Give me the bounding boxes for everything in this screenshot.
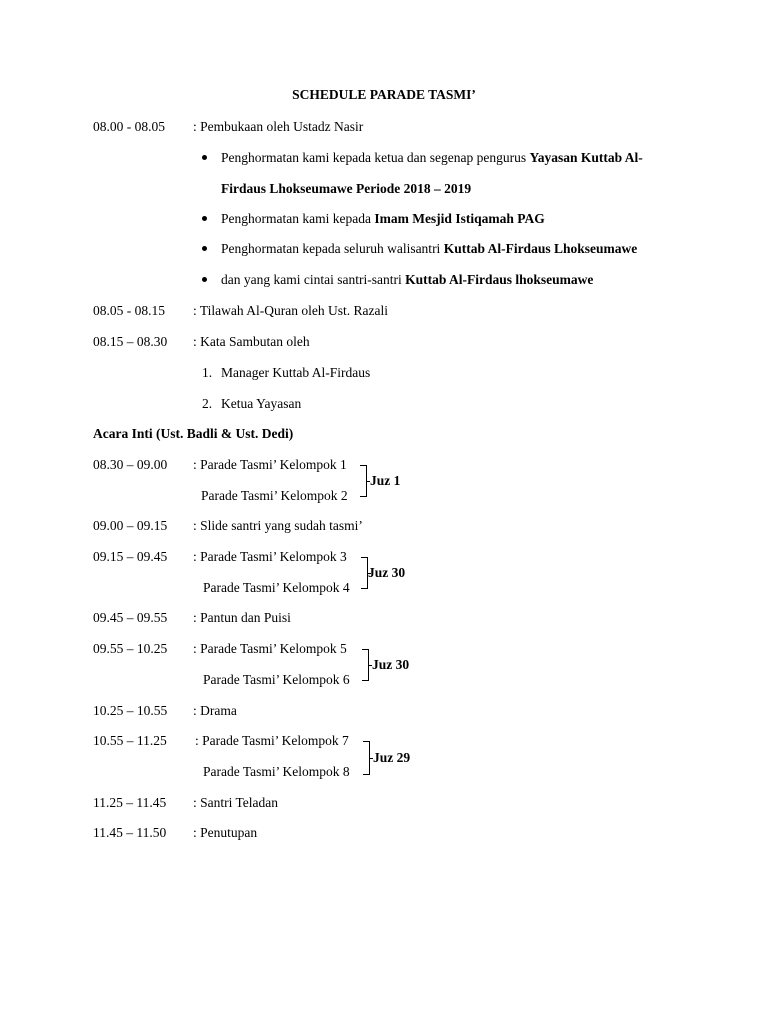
time-slot: 08.30 – 09.00	[93, 457, 168, 472]
juz-label: Juz 29	[373, 750, 411, 765]
bullet-icon	[202, 246, 207, 251]
time-slot: 09.55 – 10.25	[93, 641, 168, 656]
bullet-item-continuation: Firdaus Lhokseumawe Periode 2018 – 2019	[221, 181, 472, 196]
time-slot: 11.45 – 11.50	[93, 825, 167, 840]
page-title: SCHEDULE PARADE TASMI’	[292, 87, 476, 102]
time-slot: 09.15 – 09.45	[93, 549, 168, 564]
time-slot: 11.25 – 11.45	[93, 795, 167, 810]
juz-label: Juz 30	[368, 565, 406, 580]
agenda-line: Parade Tasmi’ Kelompok 2	[201, 488, 348, 503]
agenda-description: : Penutupan	[193, 825, 258, 840]
time-slot: 09.45 – 09.55	[93, 610, 168, 625]
agenda-line: : Parade Tasmi’ Kelompok 1	[193, 457, 347, 472]
juz-label: Juz 30	[372, 657, 410, 672]
time-slot: 10.25 – 10.55	[93, 703, 168, 718]
agenda-line: Parade Tasmi’ Kelompok 4	[203, 580, 350, 595]
agenda-line: Parade Tasmi’ Kelompok 6	[203, 672, 350, 687]
time-slot: 08.15 – 08.30	[93, 334, 168, 349]
section-heading: Acara Inti (Ust. Badli & Ust. Dedi)	[93, 426, 294, 441]
agenda-description: : Kata Sambutan oleh	[193, 334, 310, 349]
bullet-item: dan yang kami cintai santri-santri Kuttab Al-Firdaus lhokseumawe	[221, 272, 594, 287]
brace-icon	[360, 465, 367, 497]
agenda-description: : Slide santri yang sudah tasmi’	[193, 518, 363, 533]
bullet-item: Penghormatan kepada seluruh walisantri Kuttab Al-Firdaus Lhokseumawe	[221, 241, 638, 256]
list-number: 1.	[202, 365, 213, 380]
bullet-icon	[202, 216, 207, 221]
agenda-line: : Parade Tasmi’ Kelompok 3	[193, 549, 347, 564]
time-slot: 08.00 - 08.05	[93, 119, 165, 134]
agenda-description: : Santri Teladan	[193, 795, 279, 810]
list-number: 2.	[202, 396, 213, 411]
juz-label: Juz 1	[370, 473, 401, 488]
brace-icon	[361, 557, 368, 589]
bullet-icon	[202, 277, 207, 282]
bullet-icon	[202, 155, 207, 160]
agenda-description: : Drama	[193, 703, 237, 718]
list-item: Ketua Yayasan	[221, 396, 302, 411]
brace-icon	[363, 741, 370, 775]
agenda-line: Parade Tasmi’ Kelompok 8	[203, 764, 350, 779]
time-slot: 08.05 - 08.15	[93, 303, 165, 318]
time-slot: 10.55 – 11.25	[93, 733, 167, 748]
bullet-item: Penghormatan kami kepada Imam Mesjid Istiqamah PAG	[221, 211, 545, 226]
agenda-description: : Pantun dan Puisi	[193, 610, 291, 625]
list-item: Manager Kuttab Al-Firdaus	[221, 365, 371, 380]
brace-icon	[362, 649, 369, 681]
agenda-line: : Parade Tasmi’ Kelompok 7	[195, 733, 349, 748]
agenda-description: : Tilawah Al-Quran oleh Ust. Razali	[193, 303, 388, 318]
time-slot: 09.00 – 09.15	[93, 518, 168, 533]
bullet-item: Penghormatan kami kepada ketua dan segenap pengurus Yayasan Kuttab Al-	[221, 150, 643, 165]
agenda-line: : Parade Tasmi’ Kelompok 5	[193, 641, 347, 656]
agenda-description: : Pembukaan oleh Ustadz Nasir	[193, 119, 364, 134]
